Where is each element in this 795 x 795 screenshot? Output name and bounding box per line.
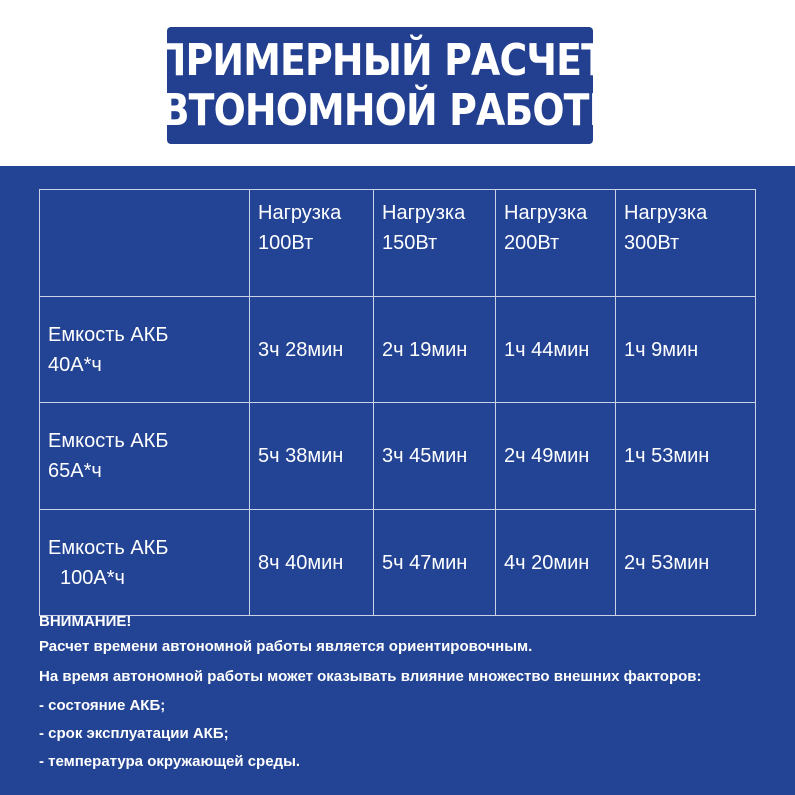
table-cell: 8ч 40мин [250, 510, 374, 616]
row-capacity: 40А*ч [48, 353, 102, 376]
header-cell [616, 190, 756, 297]
header-load: 200Вт [504, 232, 560, 254]
header-label: Нагрузка [382, 202, 466, 224]
table-cell: 5ч 38мин [250, 403, 374, 510]
table-cell: 3ч 28мин [250, 297, 374, 403]
row-capacity: 100А*ч [60, 566, 125, 589]
row-header-cell [40, 297, 250, 403]
title-line-1: ПРИМЕРНЫЙ РАСЧЕТ [154, 34, 606, 86]
notes-disclaimer: Расчет времени автономной работы является ориентировочным. [39, 638, 533, 655]
header-cell [374, 190, 496, 297]
notes-item: - температура окружающей среды. [39, 753, 301, 770]
row-header-cell [40, 403, 250, 510]
table-row [40, 403, 756, 510]
table-cell: 1ч 53мин [616, 403, 756, 510]
table-cell: 1ч 44мин [496, 297, 616, 403]
header-load: 300Вт [624, 232, 680, 254]
header-cell [496, 190, 616, 297]
table-cell: 5ч 47мин [374, 510, 496, 616]
table-header-row [40, 190, 756, 297]
table-cell: 1ч 9мин [616, 297, 756, 403]
table-cell: 4ч 20мин [496, 510, 616, 616]
title-line-2: АВТОНОМНОЙ РАБОТЫ [132, 84, 628, 136]
header-load: 100Вт [258, 232, 314, 254]
notes-item: - срок эксплуатации АКБ; [39, 725, 229, 742]
table-cell: 2ч 53мин [616, 510, 756, 616]
table-cell: 2ч 19мин [374, 297, 496, 403]
row-capacity: 65А*ч [48, 460, 102, 482]
table-cell: 2ч 49мин [496, 403, 616, 510]
table-row [40, 510, 756, 616]
header-label: Нагрузка [504, 202, 588, 224]
content-panel [0, 166, 795, 795]
notes-title: ВНИМАНИЕ! [39, 613, 132, 630]
row-label: Емкость АКБ [48, 430, 169, 452]
notes-factors: На время автономной работы может оказывать влияние множество внешних факторов: [39, 668, 702, 685]
header-load: 150Вт [382, 232, 438, 254]
title-banner [132, 27, 628, 144]
row-label: Емкость АКБ [48, 536, 169, 559]
header-label: Нагрузка [624, 202, 708, 224]
notes-block [39, 613, 759, 781]
table-cell: 3ч 45мин [374, 403, 496, 510]
header-cell [250, 190, 374, 297]
row-header-cell [40, 510, 250, 616]
notes-item: - состояние АКБ; [39, 697, 166, 714]
autonomy-table [39, 189, 756, 616]
row-label: Емкость АКБ [48, 323, 169, 346]
header-label: Нагрузка [258, 202, 342, 224]
table-row [40, 297, 756, 403]
table-corner-cell [40, 190, 250, 297]
